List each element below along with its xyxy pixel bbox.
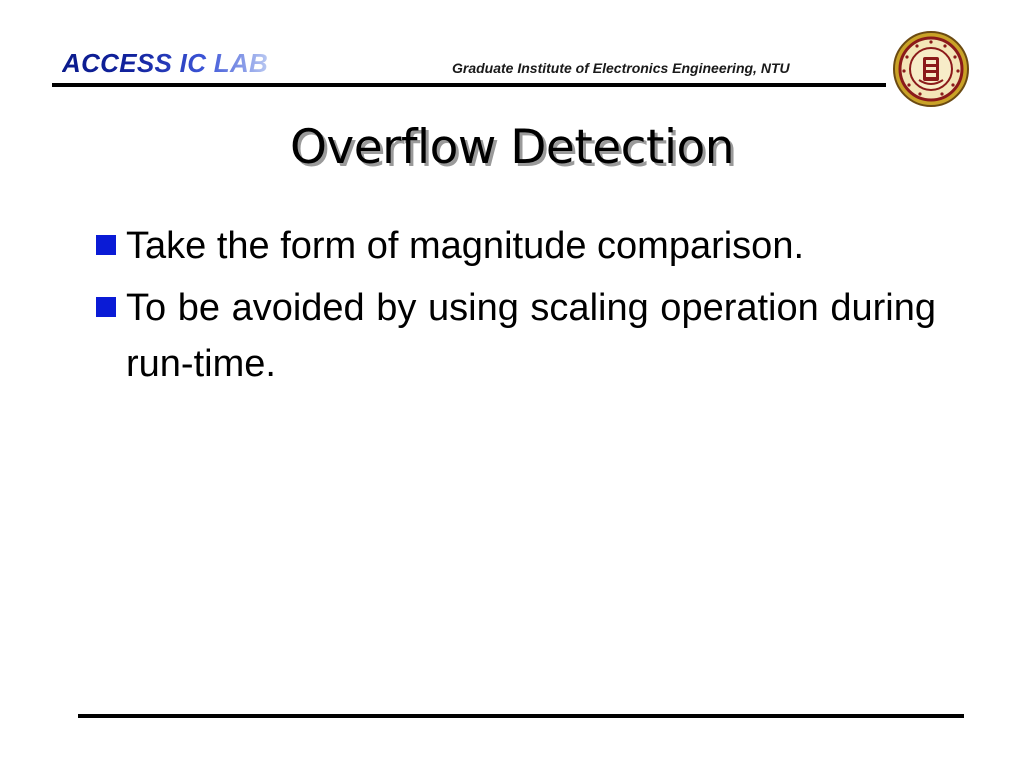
lab-brand-logo: ACCESS IC LAB bbox=[62, 48, 269, 78]
square-bullet-icon bbox=[96, 235, 116, 255]
bullet-item bbox=[96, 280, 936, 392]
institute-name: Graduate Institute of Electronics Engineering, NTU bbox=[452, 60, 790, 76]
slide-title: Overflow Detection bbox=[289, 120, 735, 175]
header-divider bbox=[52, 83, 886, 87]
bullet-list bbox=[96, 218, 936, 398]
bullet-text: Take the form of magnitude comparison. bbox=[126, 225, 805, 267]
bullet-item bbox=[96, 218, 936, 274]
square-bullet-icon bbox=[96, 297, 116, 317]
university-seal-icon bbox=[892, 30, 970, 108]
footer-divider bbox=[78, 714, 964, 718]
bullet-text: To be avoided by using scaling operation during run-time. bbox=[126, 287, 936, 385]
